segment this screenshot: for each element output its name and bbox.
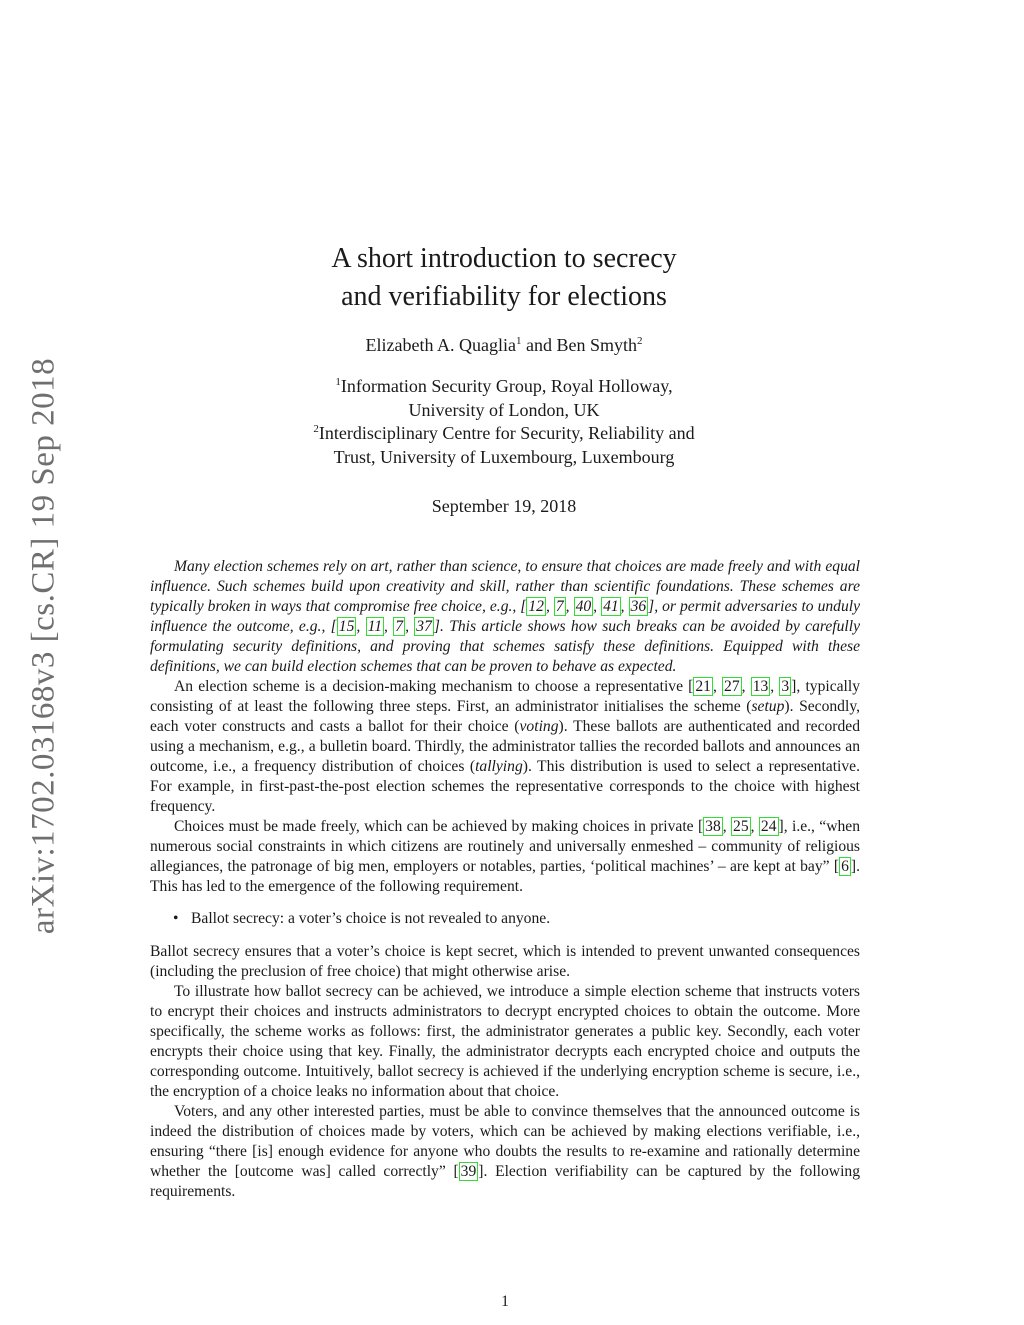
citation-link[interactable]: 3: [781, 678, 790, 695]
paper-date: September 19, 2018: [431, 496, 577, 516]
citation-link[interactable]: 39: [460, 1163, 477, 1180]
citation-link[interactable]: 25: [733, 818, 749, 835]
list-item-ballot-secrecy: • Ballot secrecy: a voter’s choice is not revealed to anyone.: [150, 909, 860, 929]
affiliation-1-line-1: $^1$Information Security Group, Royal Holloway,: [335, 376, 673, 396]
affiliations: [200, 375, 808, 469]
citation-link[interactable]: 37: [416, 618, 432, 635]
requirements-list: [150, 909, 860, 929]
paragraph-election-scheme: An election scheme is a decision-making mechanism to choose a representative [ 21 , 27 , 13 , 3 ], typically consisting of at least the following three steps. First, an administrator initialises the scheme (setup). Secondly, each voter constructs and casts a ballot for their choice (voting). These ballots are authenticated and recorded using a mechanism, e.g., a bulletin board. Thirdly, the administrator tallies the recorded ballots and announces an outcome, i.e., a frequency distribution of choices (tallying). This distribution is used to select a representative. For example, in first-past-the-post election schemes the representative corresponds to the choice with highest frequency.: [150, 678, 861, 815]
affiliation-2-line-2: Trust, University of Luxembourg, Luxembourg: [333, 446, 675, 467]
affiliation-1-line-2: University of London, UK: [408, 399, 600, 420]
abstract: Many election schemes rely on art, rather than science, to ensure that choices are made freely and with equal influence. Such schemes build upon creativity and skill, rather than scientific foundations. These schemes are typically broken in ways that compromise free choice, e.g., [ 12 , 7 , 40 , 41 , 36 ], or permit adversaries to unduly influence the outcome, e.g., [ 15 , 11 , 7 , 37 ]. This article shows how such breaks can be avoided by carefully formulating security definitions, and proving that schemes satisfy these definitions. Equipped with these definitions, we can build election schemes that can be proven to behave as expected.: [150, 558, 861, 675]
title-line-1: A short introduction to secrecy: [331, 243, 677, 274]
citation-link[interactable]: 27: [724, 678, 740, 695]
author-list: [200, 335, 808, 356]
citation-link[interactable]: 6: [841, 858, 849, 875]
author-2-affil-mark: 2: [636, 335, 643, 347]
author-1: Elizabeth A. Quaglia: [365, 335, 516, 355]
affiliation-1-mark: 1: [335, 376, 341, 388]
citation-link[interactable]: 15: [338, 618, 355, 635]
citation-link[interactable]: 7: [555, 598, 564, 615]
citation-link[interactable]: 12: [528, 598, 544, 615]
author-conjunction: and: [525, 335, 552, 355]
citation-link[interactable]: 11: [367, 618, 383, 635]
title-line-2: and verifiability for elections: [341, 281, 667, 312]
paragraph-illustration: To illustrate how ballot secrecy can be achieved, we introduce a simple election scheme that instructs voters to encrypt their choices and instructs administrators to decrypt encrypted choices to obtain the outcome. More specifically, the scheme works as follows: first, the administrator generates a public key. Secondly, each voter encrypts their choice using that key. Finally, the administrator decrypts each encrypted choice and outputs the corresponding outcome. Intuitively, ballot secrecy is achieved if the underlying encryption scheme is secure, i.e., the encryption of a choice leaks no information about that choice.: [150, 983, 860, 1100]
citation-link[interactable]: 24: [760, 818, 777, 835]
citation-link[interactable]: 13: [752, 678, 769, 695]
citation-link[interactable]: 7: [395, 618, 404, 635]
citation-link[interactable]: 36: [630, 598, 647, 615]
paragraph-verifiability: Voters, and any other interested parties, must be able to convince themselves that the announced outcome is indeed the distribution of choices made by voters, which can be achieved by making elections verifiable, i.e., ensuring “there [is] enough evidence for anyone who doubts the results to re-examine and rationally determine whether the [outcome was] called correctly” [ 39 ]. Election verifiability can be captured by the following requirements.: [150, 1103, 860, 1200]
citation-link[interactable]: 41: [603, 598, 619, 615]
citation-link[interactable]: 21: [695, 678, 711, 695]
arxiv-identifier: arXiv:1702.03168v3 [cs.CR] 19 Sep 2018: [25, 357, 62, 935]
citation-link[interactable]: 38: [705, 818, 721, 835]
paragraph-free-choice: Choices must be made freely, which can be achieved by making choices in private [ 38 , 25 , 24 ], i.e., “when numerous social constraints in which citizens are routinely and universally enmeshed – community of religious allegiances, the patronage of big men, employers or notables, parties, ‘political machines’ – are kept at bay” [ 6 ]. This has led to the emergence of the following requirement.: [150, 818, 861, 895]
paper-body: [150, 557, 860, 1202]
citation-link[interactable]: 40: [575, 598, 592, 615]
affiliation-2-mark: 2: [313, 423, 319, 435]
affiliation-2-line-1: $^2$Interdisciplinary Centre for Security, Reliability and: [313, 423, 695, 443]
author-2: Ben Smyth: [556, 335, 637, 355]
author-1-affil-mark: 1: [515, 335, 522, 347]
paragraph-ballot-secrecy: Ballot secrecy ensures that a voter’s choice is kept secret, which is intended to prevent unwanted consequences (including the preclusion of free choice) that might otherwise arise.: [150, 943, 860, 980]
page-number: 1: [501, 1293, 509, 1310]
paper-title: [200, 240, 808, 316]
